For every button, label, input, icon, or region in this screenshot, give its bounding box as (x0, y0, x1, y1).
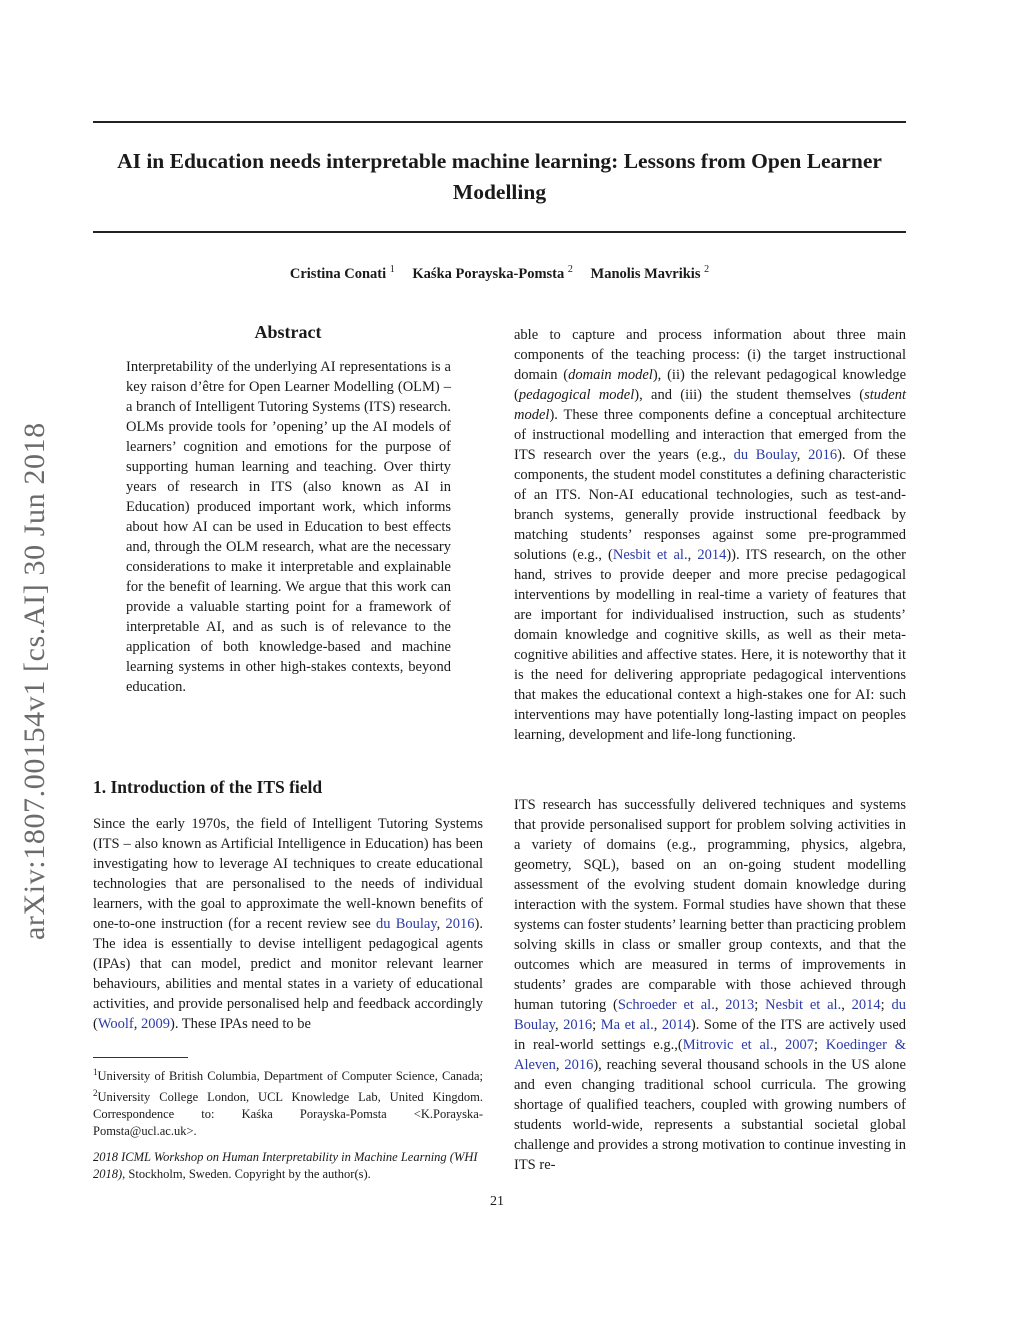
author-affiliation-mark: 1 (389, 264, 395, 275)
citation-link[interactable]: du Boulay (733, 447, 797, 463)
abstract-heading: Abstract (254, 322, 322, 342)
citation-link[interactable]: 2016 (563, 1017, 593, 1033)
title-rule-bottom (93, 231, 906, 233)
citation-link[interactable]: 2016 (808, 447, 838, 463)
title-rule-top (93, 121, 906, 123)
arxiv-stamp: arXiv:1807.00154v1 [cs.AI] 30 Jun 2018 (18, 422, 51, 940)
citation-link[interactable]: 2014 (697, 547, 727, 563)
author (290, 266, 395, 282)
citation-link[interactable]: Schroeder et al. (617, 997, 715, 1013)
abstract-text: Interpretability of the underlying AI representations is a key raison d’être for Open Learner Modelling (OLM) – a branch of Intelligent Tutoring Systems (ITS) research. OLMs provide tools for ’opening’ up the AI models of learners’ cognition and emotions for the purpose of supporting human learning and teaching. Over thirty years of research in ITS (also known as AI in Education) produced important work, which informs about how AI can be used in Education to best effects and, through the OLM research, what are the necessary considerations to make it interpretable and explainable for the benefit of learning. We argue that this work can provide a valuable starting point for a framework of interpretable AI, and as such is of relevance to the application of both knowledge-based and machine learning systems in other high-stakes contexts, beyond education. (126, 359, 451, 695)
citation-link[interactable]: du Boulay (514, 997, 907, 1033)
intro-right-column-paragraph-1 (514, 325, 906, 745)
affiliation-footnote: $^1$University of British Columbia, Department of Computer Science, Canada; $^2$University College London, UCL Knowledge Lab, United Kingdom. Correspondence to: Kaśka Porayska-Pomsta <K.Porayska-Pomsta@ucl.ac.uk>. (93, 1067, 483, 1139)
citation-link[interactable]: Woolf (97, 1016, 134, 1032)
author-name: Manolis Mavrikis (590, 265, 701, 282)
footnote-rule (93, 1057, 188, 1058)
page-number: 21 (490, 1194, 504, 1209)
paper-title: AI in Education needs interpretable machine learning: Lessons from Open Learner Modelling (117, 149, 882, 204)
author-list (93, 264, 906, 283)
citation-link[interactable]: Ma et al. (600, 1017, 654, 1033)
author (591, 266, 710, 282)
citation-link[interactable]: 2013 (725, 997, 755, 1013)
author (412, 266, 572, 282)
intro-paragraph: ITS research has successfully delivered techniques and systems that provide personalised support for problem solving activities in a variety of domains (e.g., programming, physics, algebra, geometry, SQL), based on an on-going student modelling assessment of the evolving student domain knowledge during interaction with the system. Formal studies have shown that these systems can foster students’ learning better than practicing problem solving skills in class or smaller group contexts, and that the outcomes which are measured in terms of improvements in students’ grades are comparable with those achieved through human tutoring (Schroeder et al., 2013; Nesbit et al., 2014; du Boulay, 2016; Ma et al., 2014). Some of the ITS are actively used in real-world settings e.g.,(Mitrovic et al., 2007; Koedinger & Aleven, 2016), reaching several thousand schools in the US alone and even changing traditional school curricula. The growing shortage of qualified teachers, coupled with growing numbers of students world-wide, represents a substantial societal global challenge and provides a strong motivation to continue investing in ITS re- (514, 797, 907, 1173)
citation-link[interactable]: 2016 (564, 1057, 594, 1073)
citation-link[interactable]: 2014 (661, 1017, 691, 1033)
citation-link[interactable]: du Boulay (375, 916, 437, 932)
author-affiliation-mark: 2 (704, 264, 710, 275)
intro-paragraph: Since the early 1970s, the field of Intelligent Tutoring Systems (ITS – also known as Artificial Intelligence in Education) has been investigating how to leverage AI techniques to create educational technologies that are personalised to the needs of individual learners, with the goal to approximate the well-known benefits of one-to-one instruction (for a recent review see du Boulay, 2016). The idea is essentially to devise intelligent pedagogical agents (IPAs) that can model, predict and monitor relevant learner behaviours, abilities and mental states in a variety of educational activities, and provide personalised help and feedback accordingly (Woolf, 2009). These IPAs need to be (93, 816, 483, 1032)
citation-link[interactable]: Koedinger & Aleven (514, 1037, 907, 1073)
author-affiliation-mark: 2 (567, 264, 573, 275)
intro-right-column-paragraph-2 (514, 795, 906, 1175)
intro-paragraph: able to capture and process information about three main components of the teaching process: (i) the target instructional domain (domain model), (ii) the relevant pedagogical knowledge (pedagogical model), and (iii) the student themselves (student model). These three components define a conceptual architecture of instructional modelling and interaction that emerged from the ITS research over the years (e.g., du Boulay, 2016). Of these components, the student model constitutes a defining characteristic of an ITS. Non-AI educational technologies, such as test-and-branch systems, generally provide instructional feedback by matching students’ responses against some pre-programmed solutions (e.g., (Nesbit et al., 2014)). ITS research, on the other hand, strives to provide deeper and more precise pedagogical interventions by modelling in real-time a variety of features that are important for individualised instruction, such as students’ domain knowledge and cognitive skills, as well as their meta-cognitive abilities and affective states. Here, it is noteworthy that it is the need for delivering appropriate pedagogical interventions that makes the educational context a high-stakes one for AI: such interventions may have potentially long-lasting impact on peoples learning, development and life-long functioning. (514, 327, 907, 743)
citation-link[interactable]: 2014 (851, 997, 881, 1013)
citation-link[interactable]: 2007 (784, 1037, 814, 1053)
intro-left-column (93, 814, 483, 1034)
citation-link[interactable]: Nesbit et al. (612, 547, 688, 563)
author-name: Kaśka Porayska-Pomsta (412, 265, 565, 282)
citation-link[interactable]: 2009 (140, 1016, 170, 1032)
citation-link[interactable]: Mitrovic et al. (682, 1037, 774, 1053)
workshop-note: 2018 ICML Workshop on Human Interpretability in Machine Learning (WHI 2018), Stockholm, Sweden. Copyright by the author(s). (93, 1150, 478, 1181)
section-heading-introduction: 1. Introduction of the ITS field (93, 777, 323, 797)
citation-link[interactable]: Nesbit et al. (765, 997, 842, 1013)
citation-link[interactable]: 2016 (445, 916, 475, 932)
author-name: Cristina Conati (289, 265, 387, 282)
